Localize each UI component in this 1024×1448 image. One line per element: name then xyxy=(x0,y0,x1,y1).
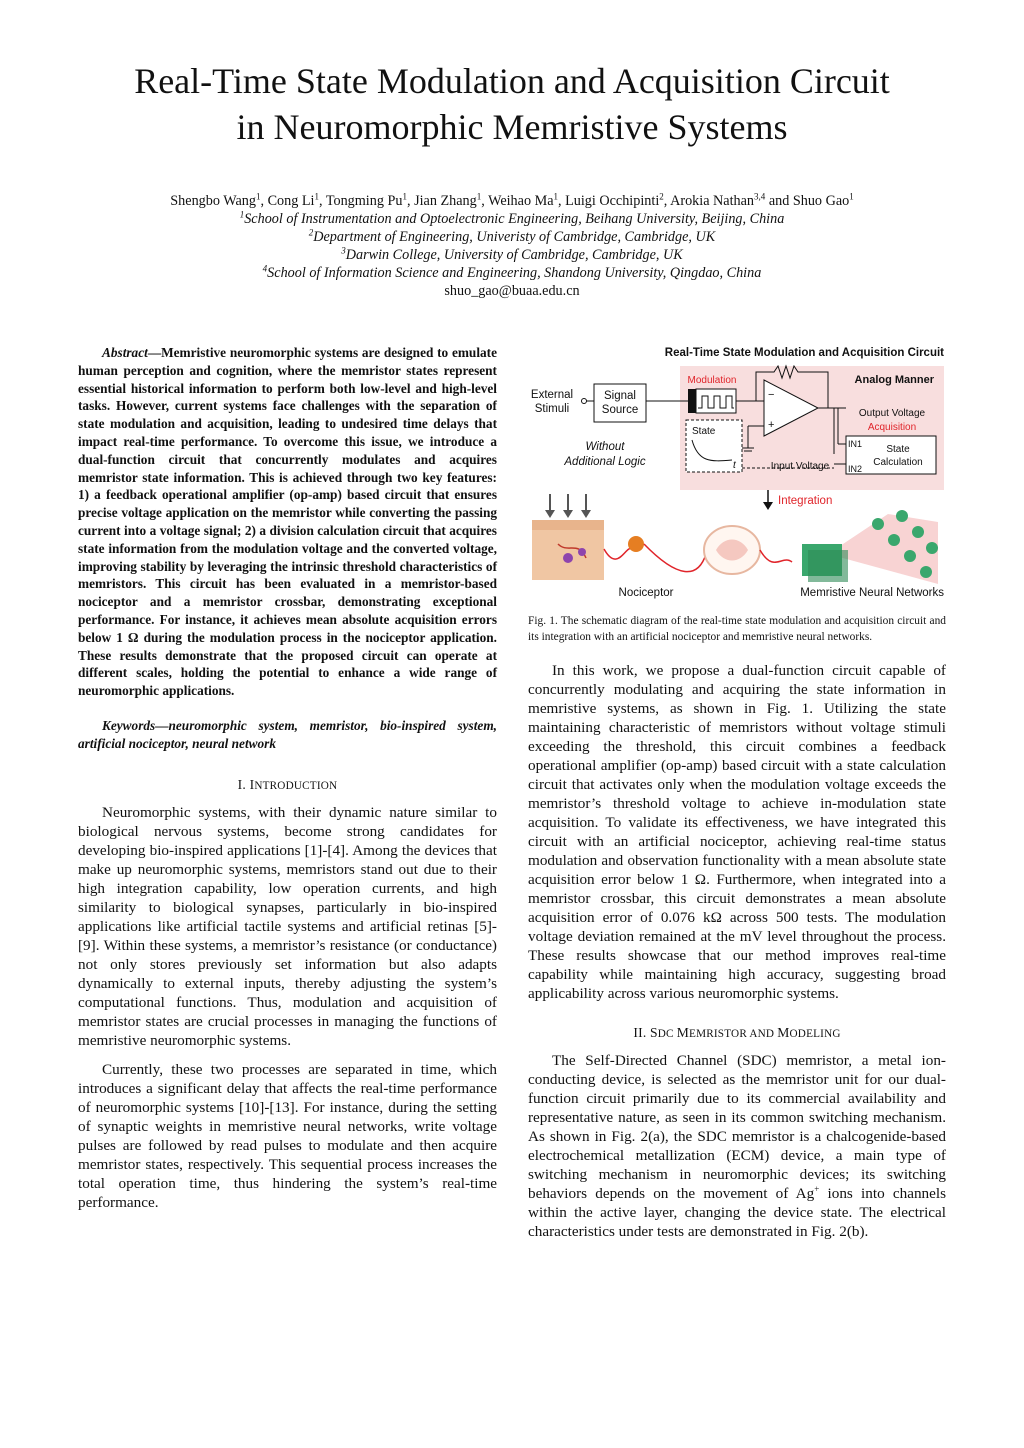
paragraph: Currently, these two processes are separated in time, which introduces a significant delay that affects the real-time performance of neuromorphic systems [10]-[13]. For instance, during the setting of synaptic weights in memristive neural networks, write voltage pulses are followed by read pulses to modulate and then acquire memristor states, respectively. This sequential process increases the total operation time, thus hindering the system’s real-time performance. xyxy=(78,1060,497,1211)
in2-label: IN2 xyxy=(848,464,863,474)
author-list xyxy=(40,192,984,210)
integration-label: Integration xyxy=(778,495,833,507)
analog-manner-label: Analog Manner xyxy=(854,374,934,386)
author: Arokia Nathan$^{3,4}$ and xyxy=(670,191,793,209)
paragraph: In this work, we propose a dual-function circuit capable of concurrently modulating and acquiring the state information in memristive systems, as shown in Fig. 1. Utilizing the state maintaining characteristic of memristors without voltage stimuli exceeding the threshold, this circuit combines a feedback operational amplifier (op-amp) based circuit with a state calculation circuit that activates only when the modulation voltage exceeds the memristor’s threshold voltage to achieve in-modulation state acquisition. To validate its effectiveness, we have integrated this circuit with an artificial nociceptor, achieving real-time status modulation and observation functionality with a mean absolute state acquisition error below 1 Ω. Furthermore, when integrated into a memristor crossbar, this circuit demonstrates a mean absolute acquisition error of 0.076 kΩ across 500 tests. The modulation voltage deviation remained at the mV level throughout the process. These results showcase that our method improves real-time capability while maintaining high accuracy, suggesting broad applicability across various neuromorphic systems. xyxy=(528,662,946,1002)
input-node xyxy=(582,399,587,404)
abstract-lead: Abstract xyxy=(102,345,148,360)
state-label: State xyxy=(692,426,716,437)
figure-1 xyxy=(528,344,946,604)
left-column xyxy=(78,344,497,1222)
external-stimuli-label: External Stimuli xyxy=(530,389,574,415)
title-line-1: Real-Time State Modulation and Acquisition Circuit xyxy=(134,61,890,101)
author: Tongming Pu$^1$, xyxy=(325,191,415,209)
affiliation: $^2$Department of Engineering, Univeristy of Cambridge, Cambridge, UK xyxy=(308,227,716,245)
keywords-text: —neuromorphic system, memristor, bio-inspired system, artificial nociceptor, neural network xyxy=(78,717,497,751)
nociceptor-node xyxy=(628,536,644,552)
state-calculation-label: State Calculation xyxy=(873,444,923,468)
output-voltage-label: Output Voltage xyxy=(858,408,926,419)
title-line-2: in Neuromorphic Memristive Systems xyxy=(236,107,788,147)
acquisition-label: Acquisition xyxy=(867,422,917,433)
memristive-nn-label: Memristive Neural Networks xyxy=(800,587,944,599)
affiliation: $^3$Darwin College, University of Cambridge, Cambridge, UK xyxy=(341,245,683,263)
author: Weihao Ma$^1$, xyxy=(488,191,566,209)
paper-title xyxy=(40,58,984,150)
paragraph: The Self-Directed Channel (SDC) memristor, a metal ion-conducting device, is selected as the memristor unit for our dual-function circuit primarily due to its commercial availability and representative nature, as seen in its common switching mechanism. As shown in Fig. 2(a), the SDC memristor is a chalcogenide-based electrochemical metallization (ECM) device, a main type of switching mechanism in neuromorphic devices; its switching behaviors depends on the movement of Ag+ ions into channels within the active layer, changing the device state. The electrical characteristics under tests are demonstrated in Fig. 2(b). xyxy=(528,1052,947,1240)
paragraph: Neuromorphic systems, with their dynamic nature similar to biological nervous systems, become strong candidates for developing bio-inspired applications [1]-[4]. Among the devices that make up neuromorphic systems, memristors stand out due to their high integration capability, low operation currents, and high similarity to biological synapses, particularly in bio-inspired applications like artificial tactile systems and artificial retinas [5]-[9]. Within these systems, a memristor’s resistance (or conductance) not only stores previously set information but also adapts dynamically to external inputs, thereby adjusting the system’s computational functions. Thus, modulation and acquisition of memristor states are crucial processes in managing the functions of memristive neuromorphic systems. xyxy=(78,803,497,1049)
affiliation: $^1$School of Instrumentation and Optoelectronic Engineering, Beihang University, Beijing, China xyxy=(239,209,785,227)
memristor-symbol xyxy=(688,389,696,413)
in1-label: IN1 xyxy=(848,439,863,449)
signal-source-label: Signal Source xyxy=(601,390,639,416)
abstract-text: —Memristive neuromorphic systems are designed to emulate human perception and cognition, where the memristor states represent essential historical information to perform both low-level and high-level tasks. However, current systems face challenges with the separation of state modulation and acquisition, leading to undesired time delays that impact real-time performance. To overcome this issue, we introduce a dual-function circuit that concurrently modulates and acquires memristor state information. This is achieved through two key features: 1) a feedback operational amplifier (op-amp) based circuit that ensures precise voltage application on the memristor while converting the passing current into a voltage signal; 2) a division calculation circuit that acquires state information from the modulation voltage and the converted voltage, improving stability by leveraging the intrinsic threshold characteristics of memristors. This circuit has been evaluated in a memristor-based nociceptor and a memristor crossbar, demonstrating exceptional performance. For instance, it achieves mean absolute acquisition errors below 1 Ω during the modulation process in the nociceptor application. These results demonstrate that the proposed circuit can operate at different scales, holding the potential to enhance a wide range of neuromorphic applications. xyxy=(78,345,497,699)
section-heading-introduction: I. INTRODUCTION xyxy=(237,776,338,792)
keywords xyxy=(78,717,497,753)
email: shuo_gao@buaa.edu.cn xyxy=(444,283,580,299)
keywords-lead: Keywords xyxy=(102,717,156,733)
time-label: t xyxy=(733,460,736,471)
op-amp-plus: + xyxy=(768,419,775,431)
author: Cong Li$^1$, xyxy=(267,191,326,209)
input-voltage-label: Input Voltage xyxy=(770,461,830,472)
section-heading-sdc: II. SDC MEMRISTOR AND MODELING xyxy=(633,1025,841,1040)
without-logic-label: Without Additional Logic xyxy=(564,441,646,468)
modulation-label: Modulation xyxy=(687,375,737,386)
author: Jian Zhang$^1$, xyxy=(414,191,489,209)
abstract xyxy=(78,344,497,700)
figure-title: Real-Time State Modulation and Acquisition Circuit xyxy=(664,347,944,359)
right-column xyxy=(528,344,946,1251)
nociceptor-label: Nociceptor xyxy=(618,587,674,599)
figure-caption: Fig. 1. The schematic diagram of the real-time state modulation and acquisition circuit and its integration with an artificial nociceptor and memristive neural networks. xyxy=(528,615,946,643)
author: Luigi Occhipinti$^2$, xyxy=(565,191,671,209)
op-amp-minus: − xyxy=(768,389,775,401)
author: Shengbo Wang$^1$, xyxy=(170,191,268,209)
affiliation: $^4$School of Information Science and Engineering, Shandong University, Qingdao, China xyxy=(262,263,762,281)
author-block xyxy=(40,192,984,300)
author: Shuo Gao$^1$ xyxy=(792,191,854,209)
